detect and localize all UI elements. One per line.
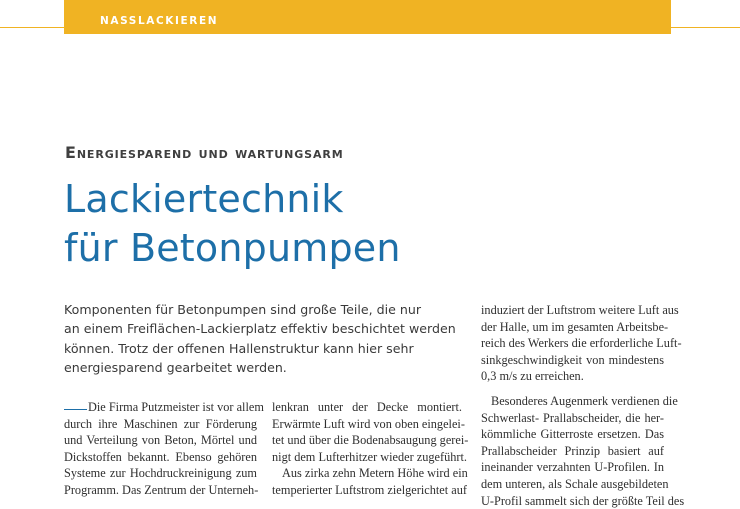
body-line: und Verteilung von Beton, Mörtel und (64, 433, 257, 448)
body-line: Besonderes Augenmerk verdienen die (491, 393, 678, 408)
body-line: reich des Werkers die erforderliche Luft- (481, 336, 682, 351)
article-kicker: Energiesparend und wartungsarm (65, 143, 344, 162)
lead-line: energiesparend gearbeitet werden. (64, 360, 287, 376)
article-lead (64, 300, 464, 378)
body-line: sinkgeschwindigkeit von mindestens (481, 352, 664, 367)
body-line: 0,3 m/s zu erreichen. (481, 369, 584, 384)
body-column-1 (64, 399, 264, 499)
title-line: Lackiertechnik (64, 177, 344, 221)
lead-line: können. Trotz der offenen Hallenstruktur kann hier sehr (64, 340, 414, 356)
body-line: Programm. Das Zentrum der Unterneh- (64, 482, 259, 497)
body-line: U-Profil sammelt sich der größte Teil des (481, 493, 685, 508)
lead-line: Komponenten für Betonpumpen sind große Teile, die nur (64, 302, 422, 317)
body-line: Schwerlast- Prallabscheider, die her- (481, 410, 664, 425)
body-line: kömmliche Gitterroste ersetzen. Das (481, 427, 664, 442)
body-line: dem unteren, als Schale ausgebildeten (481, 476, 669, 491)
body-line: ineinander verzahnten U-Profilen. In (481, 460, 664, 475)
body-line: induziert der Luftstrom weitere Luft aus (481, 303, 679, 317)
body-line: durch ihre Maschinen zur Förderung (64, 416, 257, 431)
body-line: Erwärmte Luft wird von oben eingelei- (272, 416, 465, 431)
section-label: NASSLACKIEREN (100, 15, 219, 27)
body-line: Prallabscheider Prinzip basiert auf (481, 443, 664, 458)
paragraph (481, 393, 685, 509)
paragraph (481, 302, 682, 385)
lead-line: an einem Freiflächen-Lackierplatz effektiv beschichtet werden (64, 321, 456, 337)
body-line: Aus zirka zehn Metern Höhe wird ein (282, 466, 468, 481)
body-line: Die Firma Putzmeister ist vor allem (88, 400, 264, 414)
body-line: tet und über die Bodenabsaugung gerei- (272, 433, 469, 448)
body-column-2 (272, 399, 469, 499)
body-line: lenkran unter der Decke montiert. (272, 400, 462, 414)
article-title (64, 175, 401, 273)
body-line: Systeme zur Hochdruckreinigung zum (64, 466, 257, 481)
body-line: der Halle, um im gesamten Arbeitsbe- (481, 319, 669, 334)
body-line: Dickstoffen bekannt. Ebenso gehören (64, 449, 257, 464)
body-line: temperierter Luftstrom zielgerichtet auf (272, 482, 467, 497)
body-column-3 (481, 302, 685, 509)
body-line: nigt dem Lufterhitzer wieder zugeführt. (272, 449, 467, 464)
title-line: für Betonpumpen (64, 226, 401, 270)
